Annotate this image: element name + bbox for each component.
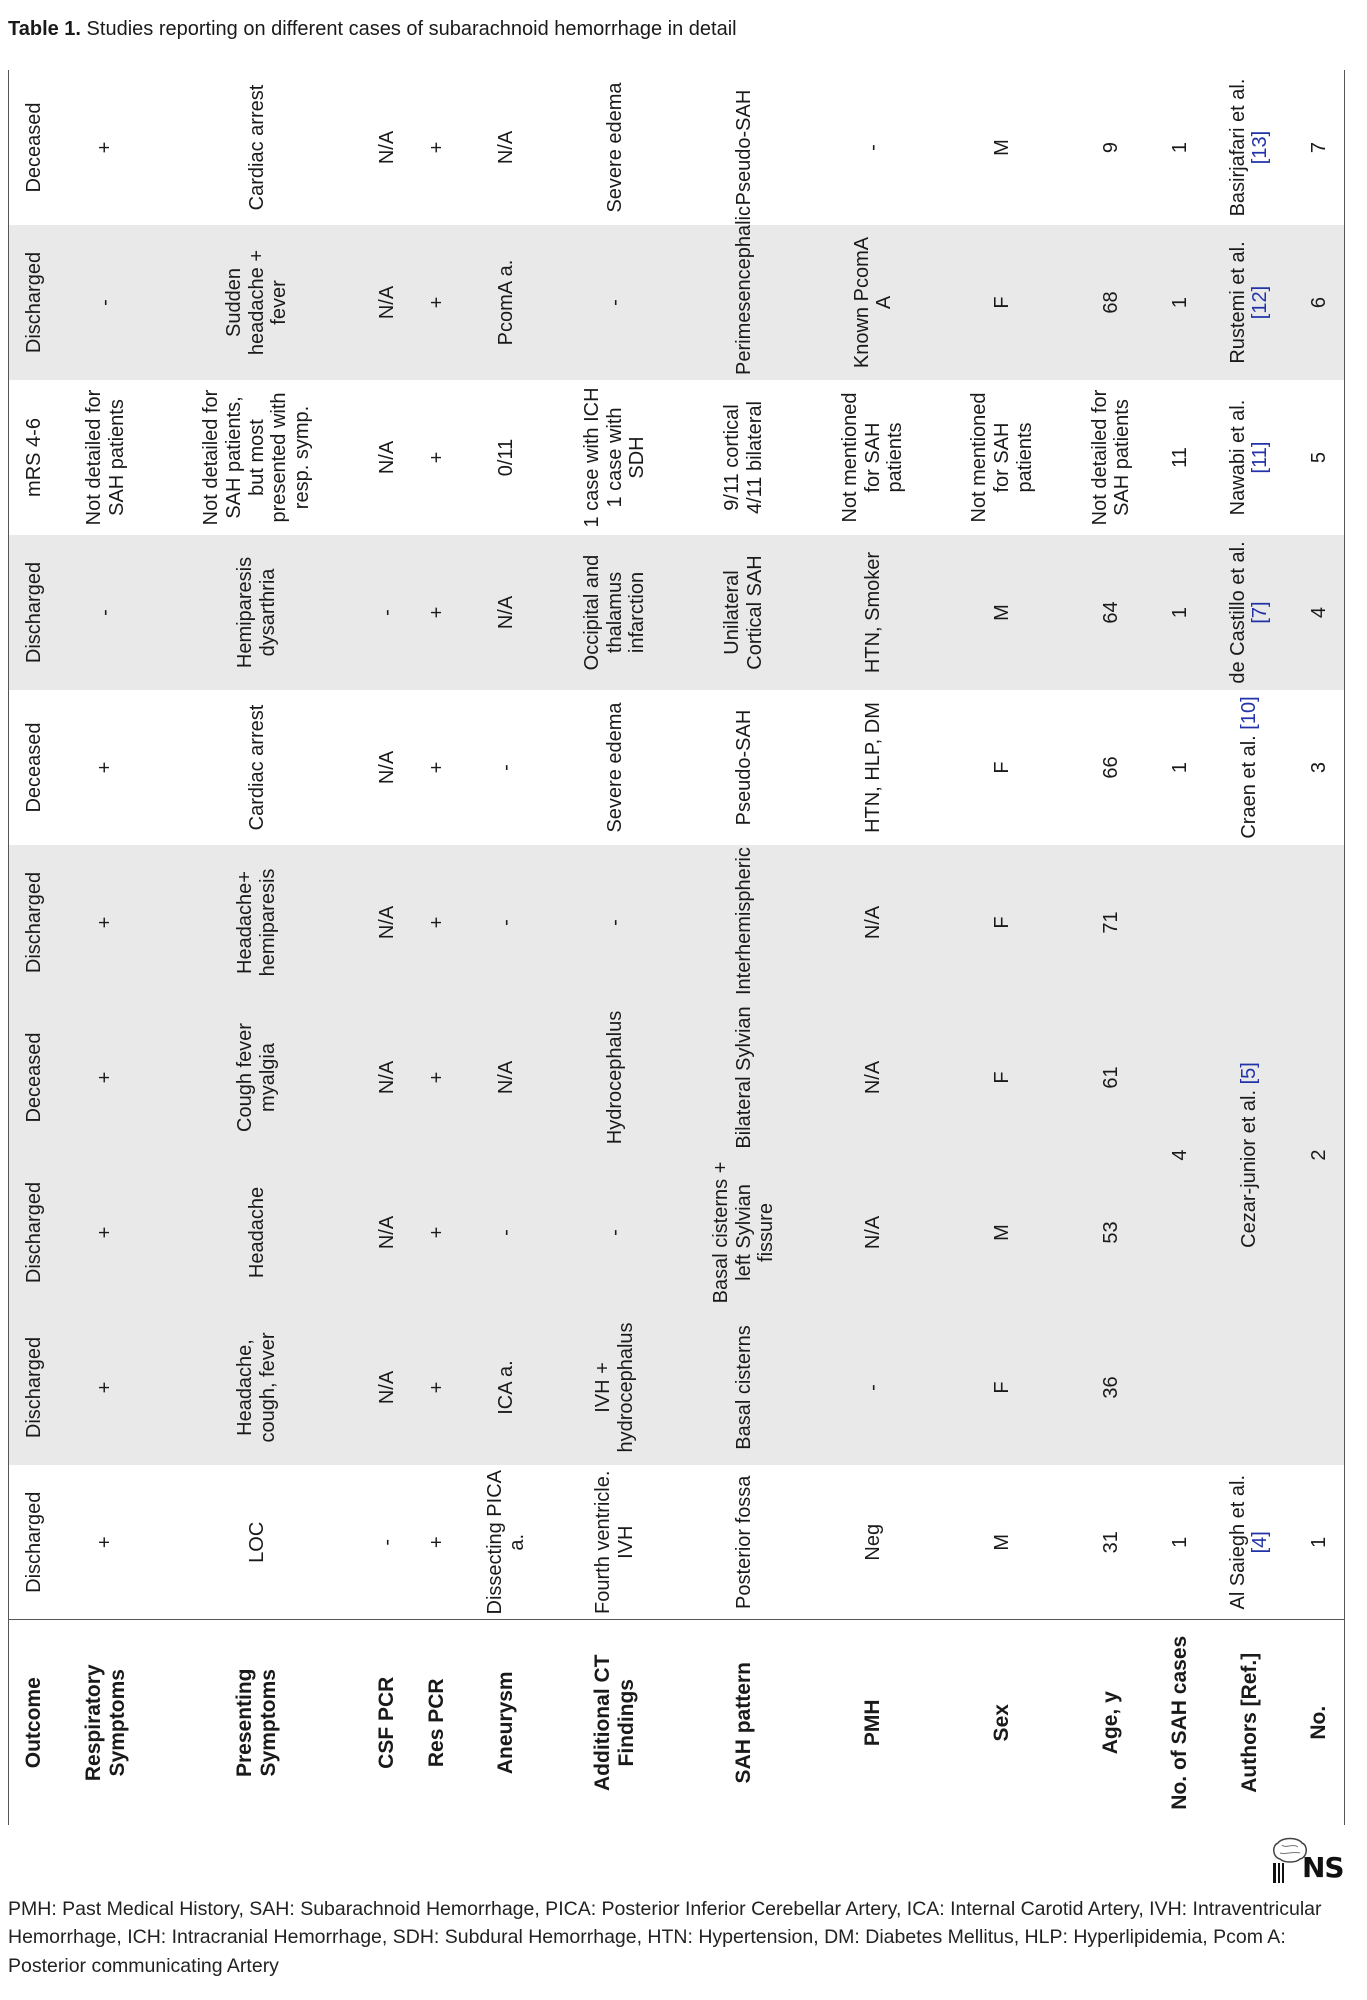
cell-author xyxy=(1205,690,1293,845)
cell-aneurysm: ICA a. xyxy=(462,1310,550,1465)
row-ct xyxy=(550,70,679,1825)
cell-aneurysm: - xyxy=(462,845,550,1000)
cell-author xyxy=(1205,380,1293,535)
cell-sex: M xyxy=(938,535,1067,690)
cell-no: 1 xyxy=(1307,1536,1330,1548)
author-name: Cezar-junior et al. xyxy=(1238,1089,1261,1248)
journal-logo xyxy=(1270,1835,1350,1887)
cell-csfpcr: - xyxy=(375,1538,398,1546)
header-pattern: SAH pattern xyxy=(679,1620,808,1825)
row-aneurysm xyxy=(462,70,550,1825)
cell-outcome: Discharged xyxy=(9,1310,60,1465)
header-sex: Sex xyxy=(938,1620,1067,1825)
author-name: Rustemi et al. xyxy=(1226,241,1249,364)
reference-link[interactable]: [13] xyxy=(1249,130,1272,165)
row-age xyxy=(1067,70,1155,1825)
header-outcome: Outcome xyxy=(9,1620,60,1825)
cell-cases: 11 xyxy=(1168,447,1191,468)
cell-sex: F xyxy=(938,845,1067,1000)
header-authors: Authors [Ref.] xyxy=(1205,1620,1293,1825)
cell-pattern: Basal cisterns + left Sylvian fissure xyxy=(679,1155,808,1310)
cell-sex: M xyxy=(991,139,1013,156)
cell-author xyxy=(1205,535,1293,690)
cell-age: 71 xyxy=(1067,845,1155,1000)
cell-csfpcr: N/A xyxy=(362,225,412,380)
cell-author xyxy=(1205,70,1293,225)
cell-respcr: + xyxy=(412,1000,462,1155)
reference-link[interactable]: [12] xyxy=(1249,285,1272,320)
reference-link[interactable]: [11] xyxy=(1249,441,1272,474)
cell-sex: F xyxy=(938,1000,1067,1155)
row-csfpcr xyxy=(362,70,412,1825)
header-ct: Additional CT Findings xyxy=(550,1620,679,1825)
cell-resp: + xyxy=(59,1000,152,1155)
row-resp xyxy=(59,70,152,1825)
cell-resp: Not detailed for SAH patients xyxy=(82,389,128,526)
row-authors xyxy=(1205,70,1293,1825)
author-name: de Castillo et al. xyxy=(1226,541,1249,684)
header-symptoms: Presenting Symptoms xyxy=(152,1620,362,1825)
cell-respcr: + xyxy=(412,1310,462,1465)
cell-age: 36 xyxy=(1067,1310,1155,1465)
cell-author xyxy=(1205,1465,1293,1620)
reference-link[interactable]: [7] xyxy=(1249,601,1272,624)
cell-sex: F xyxy=(991,761,1013,774)
caption-label: Table 1. xyxy=(8,18,81,40)
header-resp: Respiratory Symptoms xyxy=(59,1620,152,1825)
cell-sex: Not mentioned for SAH patients xyxy=(968,392,1036,523)
cell-resp: + xyxy=(94,1536,117,1549)
cell-respcr: + xyxy=(412,225,462,380)
caption-text: Studies reporting on different cases of subarachnoid hemorrhage in detail xyxy=(81,18,737,40)
cell-symptoms: Hemiparesis dysarthria xyxy=(152,535,362,690)
cell-csfpcr: N/A xyxy=(375,750,398,785)
cell-pmh: N/A xyxy=(809,845,938,1000)
cell-csfpcr: N/A xyxy=(362,845,412,1000)
cell-pattern: Perimesencephalic xyxy=(679,225,808,380)
header-aneurysm: Aneurysm xyxy=(462,1620,550,1825)
cell-symptoms: Headache, cough, fever xyxy=(152,1310,362,1465)
cell-pattern: Bilateral Sylvian xyxy=(679,1000,808,1155)
header-no: No. xyxy=(1294,1620,1345,1825)
cell-author xyxy=(1205,225,1293,380)
cell-no: 4 xyxy=(1294,535,1345,690)
cell-pattern: Pseudo-SAH xyxy=(732,89,755,206)
cell-ct: 1 case with ICH 1 case with SDH xyxy=(581,387,649,528)
cell-pattern: Unilateral Cortical SAH xyxy=(679,535,808,690)
cell-sex: F xyxy=(938,1310,1067,1465)
header-cases: No. of SAH cases xyxy=(1155,1620,1205,1825)
cell-pmh: Not mentioned for SAH patients xyxy=(839,392,907,523)
cell-age: 64 xyxy=(1067,535,1155,690)
cell-ct: Severe edema xyxy=(603,82,626,213)
cell-pmh: Known PcomA A xyxy=(809,225,938,380)
author-name: Al Saiegh et al. xyxy=(1226,1474,1249,1610)
cell-no: 3 xyxy=(1307,761,1330,774)
cell-ct: - xyxy=(550,225,679,380)
cell-outcome: Discharged xyxy=(22,1491,45,1593)
header-pmh: PMH xyxy=(809,1620,938,1825)
cell-aneurysm: 0/11 xyxy=(494,438,517,477)
cell-ct: Occipital and thalamus infarction xyxy=(550,535,679,690)
cell-csfpcr: N/A xyxy=(362,1000,412,1155)
cell-aneurysm: Dissecting PICA a. xyxy=(483,1470,529,1615)
cell-age: 68 xyxy=(1067,225,1155,380)
cell-symptoms: Cardiac arrest xyxy=(245,84,268,211)
cell-symptoms: Cough fever myalgia xyxy=(152,1000,362,1155)
cell-csfpcr: N/A xyxy=(375,440,398,475)
author-name: Craen et al. xyxy=(1238,735,1261,839)
cell-pmh: HTN, HLP, DM xyxy=(861,702,884,833)
cell-resp: + xyxy=(94,761,117,774)
header-age: Age, y xyxy=(1067,1620,1155,1825)
cell-respcr: + xyxy=(412,845,462,1000)
cell-aneurysm: N/A xyxy=(462,535,550,690)
cell-symptoms: Not detailed for SAH patients, but most presented with resp. symp. xyxy=(200,389,313,526)
cell-aneurysm: PcomA a. xyxy=(462,225,550,380)
cell-author xyxy=(1205,845,1293,1465)
cell-age: 66 xyxy=(1099,756,1122,779)
cell-pmh: - xyxy=(861,144,884,151)
table-container xyxy=(8,70,1345,1825)
cell-resp: + xyxy=(94,141,117,154)
cell-symptoms: Cardiac arrest xyxy=(245,704,268,831)
reference-link[interactable]: [4] xyxy=(1249,1531,1272,1554)
row-pmh xyxy=(809,70,938,1825)
cell-respcr: + xyxy=(425,141,448,154)
cell-no: 5 xyxy=(1307,451,1330,464)
row-symptoms xyxy=(152,70,362,1825)
cell-csfpcr: - xyxy=(362,535,412,690)
cell-symptoms: Sudden headache + fever xyxy=(152,225,362,380)
cell-outcome: mRS 4-6 xyxy=(22,418,45,497)
cell-resp: - xyxy=(59,225,152,380)
cell-symptoms: Headache+ hemiparesis xyxy=(152,845,362,1000)
cell-cases: 4 xyxy=(1155,845,1205,1465)
cell-pmh: N/A xyxy=(809,1155,938,1310)
cell-sex: M xyxy=(991,1533,1013,1551)
cell-respcr: + xyxy=(412,1155,462,1310)
cell-aneurysm: - xyxy=(494,764,517,771)
cell-aneurysm: N/A xyxy=(494,130,517,165)
cell-no: 7 xyxy=(1307,141,1330,154)
reference-link[interactable]: [10] xyxy=(1238,696,1261,730)
cell-symptoms: Headache xyxy=(152,1155,362,1310)
cell-respcr: + xyxy=(425,451,448,464)
cell-outcome: Deceased xyxy=(22,722,45,813)
cell-ct: Hydrocephalus xyxy=(550,1000,679,1155)
cell-pattern: Basal cisterns xyxy=(679,1310,808,1465)
header-respcr: Res PCR xyxy=(412,1620,462,1825)
row-pattern xyxy=(679,70,808,1825)
cell-csfpcr: N/A xyxy=(375,130,398,165)
cell-pattern: Interhemispheric xyxy=(679,845,808,1000)
cell-pattern: Pseudo-SAH xyxy=(732,709,755,826)
cell-ct: Severe edema xyxy=(603,702,626,833)
cell-cases: 1 xyxy=(1168,141,1191,154)
cell-resp: + xyxy=(59,1310,152,1465)
cell-ct: - xyxy=(550,845,679,1000)
cell-age: 31 xyxy=(1099,1531,1122,1554)
table-footnote: PMH: Past Medical History, SAH: Subarachnoid Hemorrhage, PICA: Posterior Inferior Cerebellar Artery, ICA: Internal Carotid Artery, IVH: Intraventricular Hemorrhage, ICH: Intracranial Hemorrhage, SDH: Subdural Hemorrhage, HTN: Hypertension, DM: Diabetes Mellitus, HLP: Hyperlipidemia, Pcom A: Posterior communicating Artery xyxy=(8,1898,1322,1977)
study-table xyxy=(8,70,1345,1825)
cell-outcome: Deceased xyxy=(22,102,45,193)
cell-resp: + xyxy=(59,1155,152,1310)
cell-respcr: + xyxy=(425,1536,448,1549)
cell-resp: - xyxy=(59,535,152,690)
row-respcr xyxy=(412,70,462,1825)
row-no xyxy=(1294,70,1345,1825)
cell-age: 53 xyxy=(1067,1155,1155,1310)
cell-csfpcr: N/A xyxy=(362,1155,412,1310)
cell-aneurysm: N/A xyxy=(462,1000,550,1155)
cell-cases: 1 xyxy=(1155,225,1205,380)
cell-resp: + xyxy=(59,845,152,1000)
cell-sex: M xyxy=(938,1155,1067,1310)
cell-pattern: Posterior fossa xyxy=(732,1475,755,1609)
cell-no: 2 xyxy=(1294,845,1345,1465)
cell-ct: IVH + hydrocephalus xyxy=(550,1310,679,1465)
cell-respcr: + xyxy=(412,535,462,690)
row-outcome xyxy=(9,70,60,1825)
cell-ct: - xyxy=(550,1155,679,1310)
logo-text: NS xyxy=(1302,1851,1344,1884)
cell-age: 9 xyxy=(1099,141,1122,154)
cell-outcome: Discharged xyxy=(9,1155,60,1310)
cell-age: Not detailed for SAH patients xyxy=(1088,389,1134,526)
row-cases xyxy=(1155,70,1205,1825)
cell-age: 61 xyxy=(1067,1000,1155,1155)
cell-symptoms: LOC xyxy=(245,1521,268,1563)
cell-csfpcr: N/A xyxy=(362,1310,412,1465)
cell-cases: 1 xyxy=(1155,535,1205,690)
cell-aneurysm: - xyxy=(462,1155,550,1310)
author-name: Basirjafari et al. xyxy=(1226,78,1249,217)
table-caption xyxy=(8,18,737,41)
cell-pmh: - xyxy=(809,1310,938,1465)
cell-ct: Fourth ventricle. IVH xyxy=(592,1470,637,1614)
cell-pattern: 9/11 cortical 4/11 bilateral xyxy=(721,400,767,515)
reference-link[interactable]: [5] xyxy=(1238,1062,1261,1085)
cell-outcome: Discharged xyxy=(9,845,60,1000)
cell-outcome: Discharged xyxy=(9,535,60,690)
cell-cases: 1 xyxy=(1168,761,1191,774)
row-sex xyxy=(938,70,1067,1825)
cell-pmh: HTN, Smoker xyxy=(809,535,938,690)
cell-cases: 1 xyxy=(1168,1536,1191,1548)
cell-respcr: + xyxy=(425,761,448,774)
cell-no: 6 xyxy=(1294,225,1345,380)
cell-pmh: N/A xyxy=(809,1000,938,1155)
cell-sex: F xyxy=(938,225,1067,380)
cell-outcome: Deceased xyxy=(9,1000,60,1155)
cell-outcome: Discharged xyxy=(9,225,60,380)
header-csfpcr: CSF PCR xyxy=(362,1620,412,1825)
cell-pmh: Neg xyxy=(861,1523,884,1561)
author-name: Nawabi et al. xyxy=(1226,399,1249,516)
